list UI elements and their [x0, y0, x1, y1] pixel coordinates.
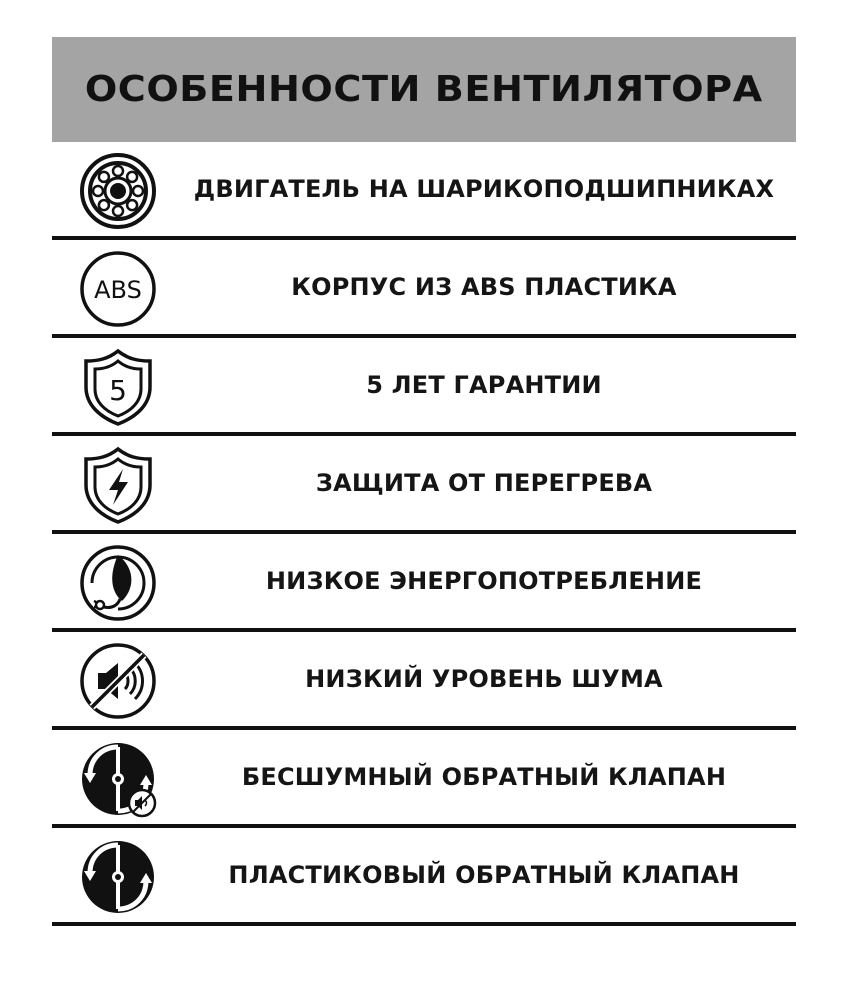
feature-label: ДВИГАТЕЛЬ НА ШАРИКОПОДШИПНИКАХ [193, 175, 775, 203]
feature-row-overheat [52, 436, 796, 534]
lightning-shield-icon [78, 445, 158, 525]
feature-label: БЕСШУМНЫЙ ОБРАТНЫЙ КЛАПАН [241, 763, 727, 791]
silent-check-valve-icon [78, 739, 158, 819]
feature-label: 5 ЛЕТ ГАРАНТИИ [366, 371, 602, 399]
feature-label: НИЗКОЕ ЭНЕРГОПОТРЕБЛЕНИЕ [265, 567, 703, 595]
ball-bearing-icon [78, 151, 158, 231]
feature-label: КОРПУС ИЗ ABS ПЛАСТИКА [291, 273, 677, 301]
muted-speaker-icon [78, 641, 158, 721]
feature-label: ПЛАСТИКОВЫЙ ОБРАТНЫЙ КЛАПАН [228, 861, 740, 889]
abs-icon-text: ABS [94, 276, 142, 304]
abs-plastic-icon [78, 249, 158, 329]
feature-row-bearing [52, 142, 796, 240]
page-title: ОСОБЕННОСТИ ВЕНТИЛЯТОРА [85, 69, 763, 110]
feature-row-plastic-valve [52, 828, 796, 926]
feature-label: ЗАЩИТА ОТ ПЕРЕГРЕВА [315, 469, 653, 497]
feature-list [52, 142, 796, 926]
feature-row-silent-valve [52, 730, 796, 828]
leaf-plug-icon [78, 543, 158, 623]
warranty-icon-text: 5 [109, 374, 127, 407]
feature-label: НИЗКИЙ УРОВЕНЬ ШУМА [305, 665, 663, 693]
feature-row-noise [52, 632, 796, 730]
feature-row-abs [52, 240, 796, 338]
feature-row-energy [52, 534, 796, 632]
feature-row-warranty [52, 338, 796, 436]
warranty-shield-icon [78, 347, 158, 427]
header-banner [52, 37, 796, 142]
check-valve-icon [78, 837, 158, 917]
